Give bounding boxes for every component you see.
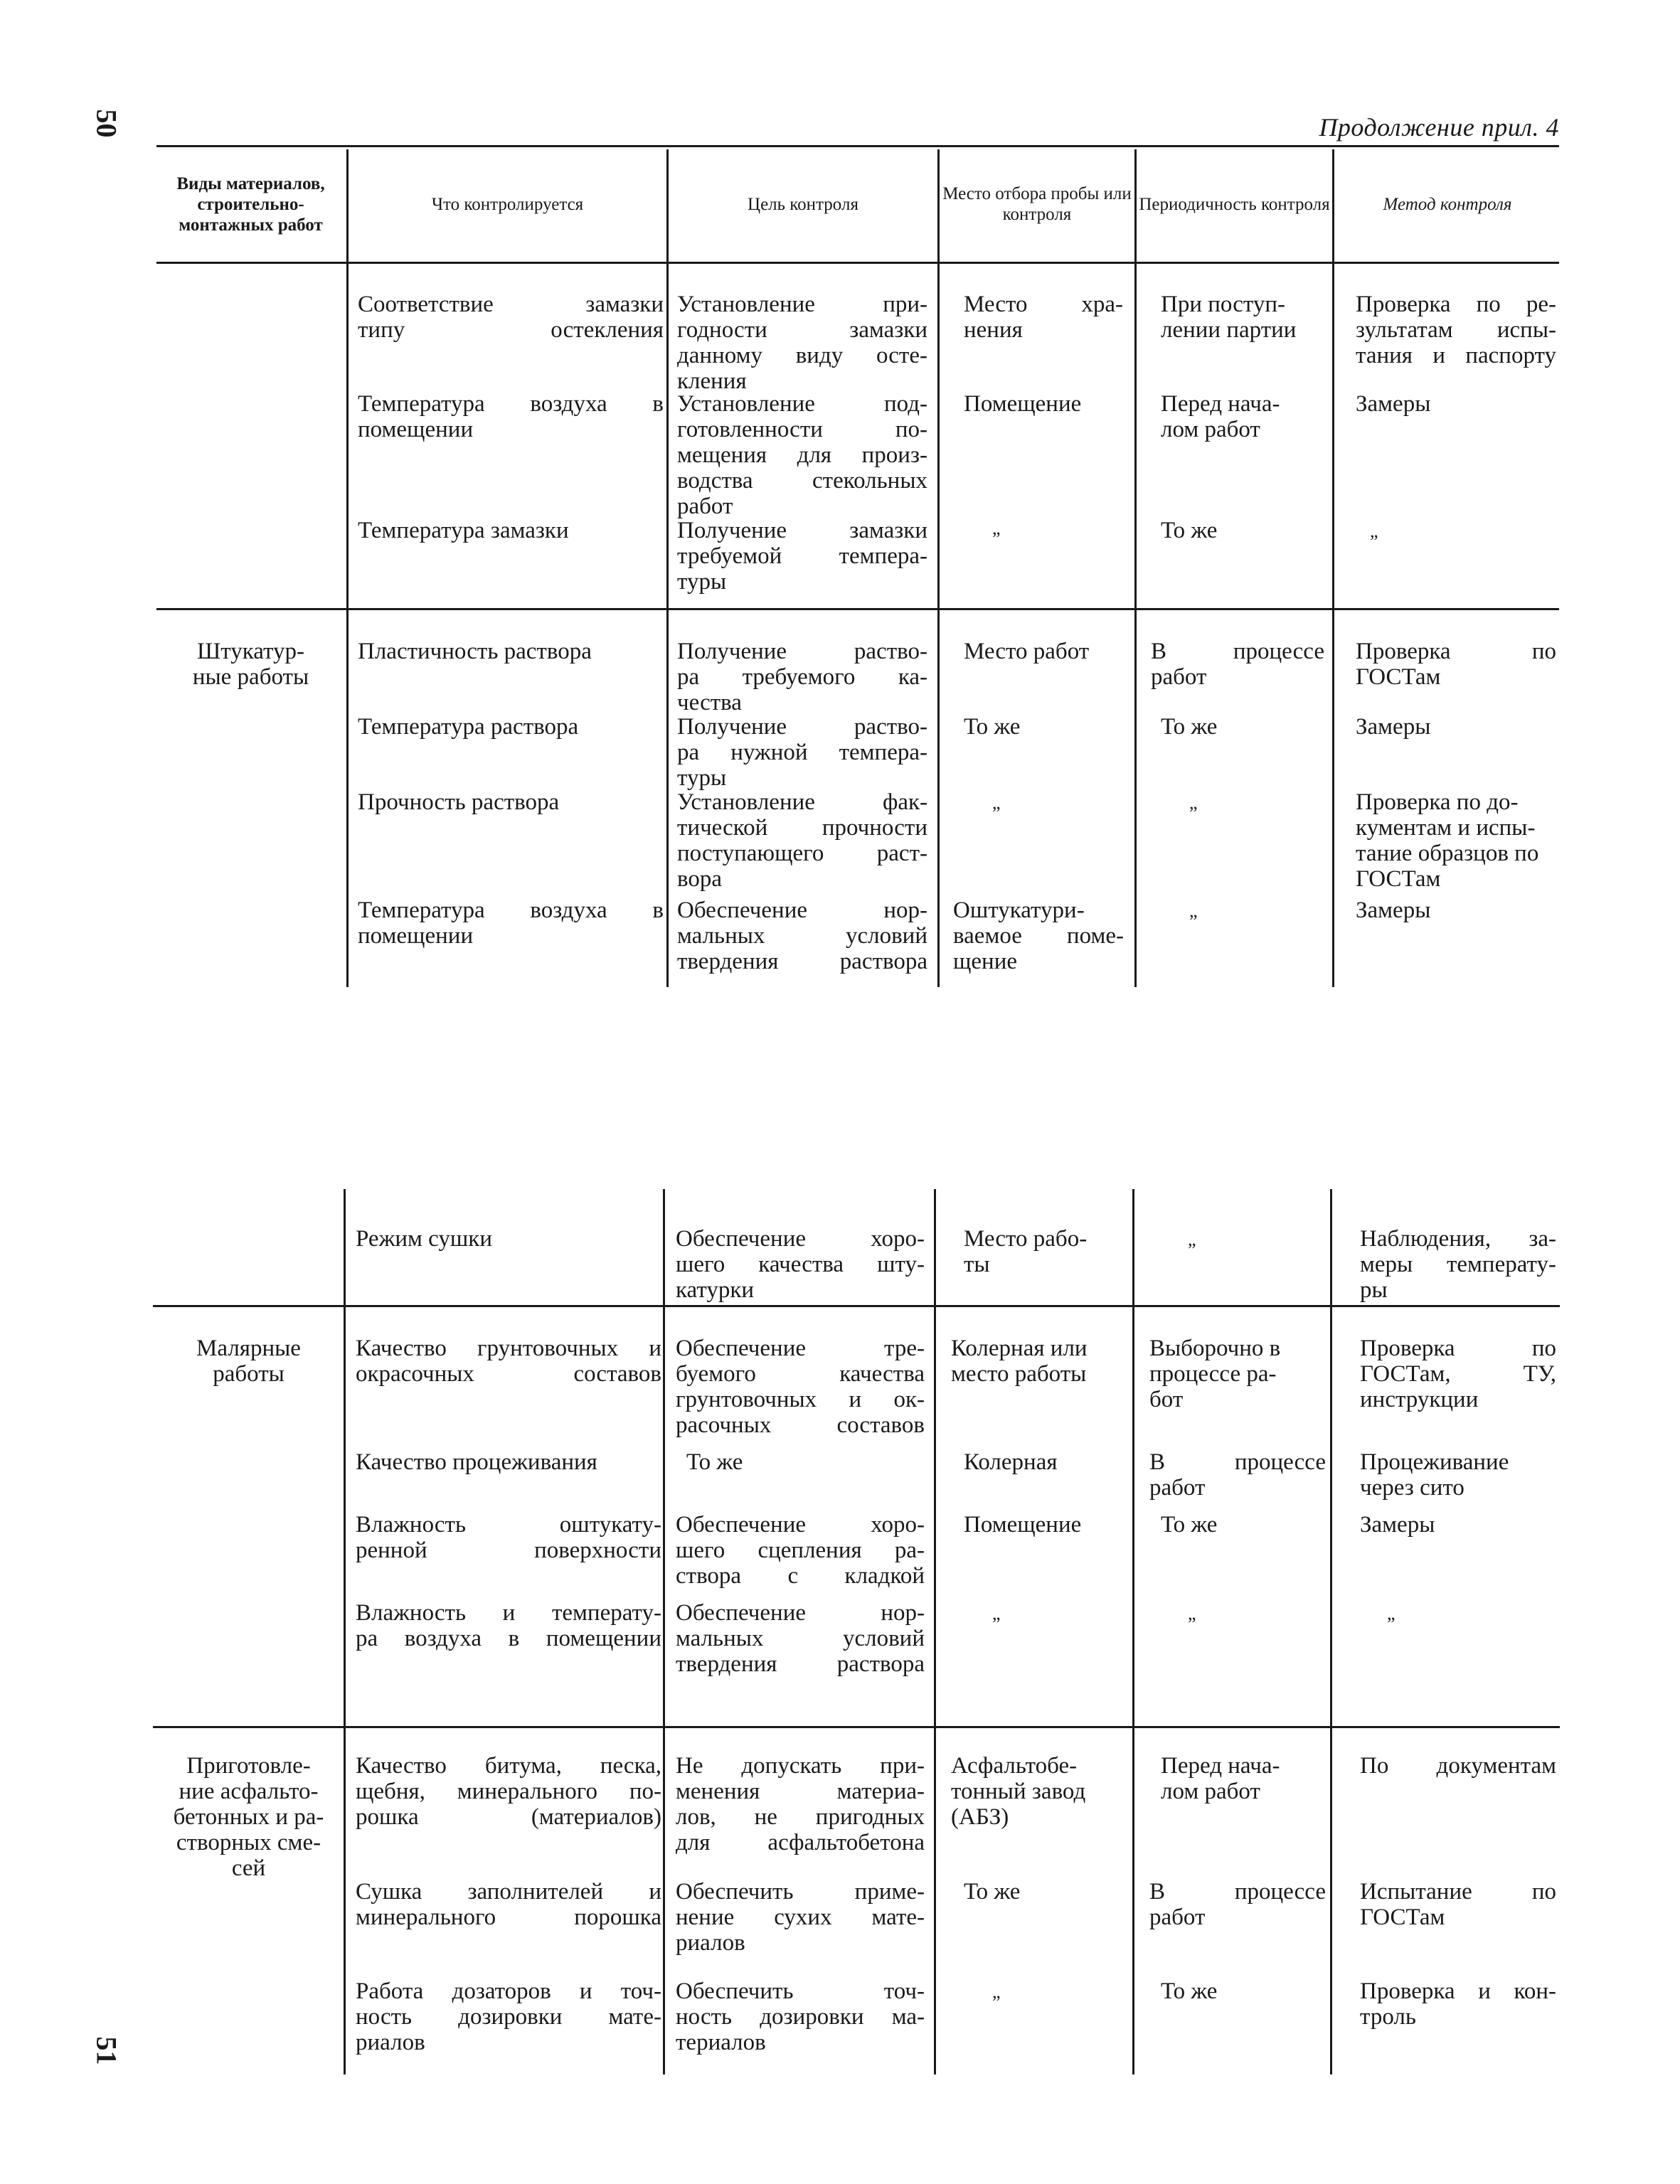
cell-method: Замеры [1356, 714, 1431, 740]
header-method: Метод контроля [1383, 194, 1512, 214]
cell-method: Проверка по ГОСТам, ТУ, инструкции [1360, 1336, 1556, 1412]
cell-method: Замеры [1356, 391, 1431, 417]
cell-what: Пластичность раствора [358, 639, 592, 664]
cell-goal: То же [686, 1449, 743, 1475]
cell-period: В процессе работ [1151, 639, 1324, 690]
cell-method: Наблюдения, за- меры температу- ры [1360, 1226, 1556, 1303]
cell-place: Место хра- нения [964, 292, 1123, 343]
page-number-top: 50 [90, 109, 123, 138]
cell-period-ditto: „ [1189, 792, 1198, 813]
cell-place: Помещение [964, 391, 1082, 417]
header-period: Периодичность контроля [1139, 194, 1330, 214]
cell-place: Оштукатури- ваемое поме- щение [953, 897, 1124, 974]
cell-what: Прочность раствора [358, 789, 560, 815]
cell-goal: Установление при- годности замазки данному виду осте- кления [677, 292, 927, 394]
cell-period: Перед нача- лом работ [1161, 391, 1280, 442]
cell-method: Проверка по ре- зультатам испы- тания и паспорту [1356, 292, 1556, 368]
cell-period: В процессе работ [1149, 1879, 1326, 1930]
cell-place: То же [964, 1879, 1021, 1905]
cell-goal: Обеспечение нор- мальных условий твердения раствора [677, 897, 927, 974]
cell-place: Асфальтобе- тонный завод (АБЗ) [951, 1753, 1086, 1830]
cell-what: Соответствие замазки типу остекления [358, 292, 664, 343]
cell-goal: Установление под- готовленности по- мещения для произ- водства стекольных работ [677, 391, 927, 519]
cell-goal: Обеспечить приме- нение сухих мате- риалов [676, 1879, 925, 1956]
cell-period: То же [1161, 1978, 1218, 2004]
cell-what: Влажность оштукату- ренной поверхности [356, 1512, 661, 1563]
cell-place-ditto: „ [992, 1981, 1001, 2002]
page-number-bottom: 51 [90, 2036, 123, 2065]
cell-place-ditto: „ [992, 1603, 1001, 1624]
category-plastering: Штукатур- ные работы [192, 639, 309, 690]
cell-method-ditto: „ [1387, 1603, 1395, 1624]
cell-what: Температура воздуха в помещении [358, 391, 664, 442]
cell-place-ditto: „ [992, 792, 1001, 813]
cell-goal: Получение замазки требуемой темпера- туры [677, 518, 927, 595]
header-place: Место отбора пробы или контроля [942, 184, 1132, 224]
cell-method: Проверка и кон- троль [1360, 1978, 1556, 2030]
cell-goal: Обеспечение хоро- шего сцепления ра- створа с кладкой [676, 1512, 925, 1589]
cell-what: Влажность и температу- ра воздуха в помещении [356, 1600, 661, 1651]
cell-place: Место работ [964, 639, 1090, 664]
cell-goal: Не допускать при- менения материа- лов, не пригодных для асфальтобетона [676, 1753, 925, 1855]
category-asphalt: Приготовле- ние асфальто- бетонных и ра- створных сме- сей [173, 1753, 324, 1881]
cell-place: То же [964, 714, 1021, 740]
continuation-label: Продолжение прил. 4 [1319, 113, 1559, 142]
header-goal: Цель контроля [748, 194, 858, 214]
cell-method-ditto: „ [1370, 521, 1378, 541]
cell-goal: Установление фак- тической прочности поступающего раст- вора [677, 789, 927, 892]
cell-place: Место рабо- ты [964, 1226, 1088, 1277]
cell-place: Колерная [964, 1449, 1058, 1475]
cell-period: При поступ- лении партии [1161, 292, 1297, 343]
cell-period-ditto: „ [1188, 1229, 1196, 1250]
cell-method: Замеры [1356, 897, 1431, 923]
cell-what: Качество битума, песка, щебня, минерального по- рошка (материалов) [356, 1753, 661, 1830]
cell-place: Колерная или место работы [951, 1336, 1088, 1387]
cell-method: Испытание по ГОСТам [1360, 1879, 1556, 1930]
cell-period-ditto: „ [1189, 900, 1198, 921]
cell-what: Качество процеживания [356, 1449, 597, 1475]
header-category: Виды материалов, строительно-монтажных работ [176, 174, 325, 235]
cell-what: Температура замазки [358, 518, 569, 543]
cell-period-ditto: „ [1188, 1603, 1196, 1624]
cell-goal: Обеспечение хоро- шего качества шту- катурки [676, 1226, 925, 1303]
cell-what: Режим сушки [356, 1226, 492, 1252]
header-what: Что контролируется [431, 194, 584, 214]
cell-what: Температура воздуха в помещении [358, 897, 664, 949]
cell-method: Процеживание через сито [1360, 1449, 1509, 1501]
cell-what: Сушка заполнителей и минерального порошка [356, 1879, 661, 1930]
cell-period: То же [1161, 518, 1218, 543]
cell-method: По документам [1360, 1753, 1556, 1779]
cell-period: Перед нача- лом работ [1161, 1753, 1280, 1804]
cell-goal: Обеспечение нор- мальных условий твердения раствора [676, 1600, 925, 1677]
cell-period: То же [1161, 714, 1218, 740]
cell-what: Работа дозаторов и точ- ность дозировки мате- риалов [356, 1978, 661, 2055]
cell-method: Замеры [1360, 1512, 1435, 1538]
cell-goal: Получение раство- ра требуемого ка- чества [677, 639, 927, 715]
cell-period: В процессе работ [1149, 1449, 1326, 1501]
cell-goal: Обеспечить точ- ность дозировки ма- териалов [676, 1978, 925, 2055]
cell-place: Помещение [964, 1512, 1082, 1538]
cell-period: Выборочно в процессе ра- бот [1149, 1336, 1281, 1412]
cell-method: Проверка по ГОСТам [1356, 639, 1556, 690]
category-painting: Малярные работы [196, 1336, 301, 1387]
cell-goal: Получение раство- ра нужной темпера- туры [677, 714, 927, 791]
cell-period: То же [1161, 1512, 1218, 1538]
cell-method: Проверка по до- кументам и испы- тание образцов по ГОСТам [1356, 789, 1539, 892]
cell-what: Качество грунтовочных и окрасочных составов [356, 1336, 661, 1387]
cell-what: Температура раствора [358, 714, 579, 740]
cell-goal: Обеспечение тре- буемого качества грунтовочных и ок- расочных составов [676, 1336, 925, 1438]
cell-place-ditto: „ [992, 518, 1001, 538]
